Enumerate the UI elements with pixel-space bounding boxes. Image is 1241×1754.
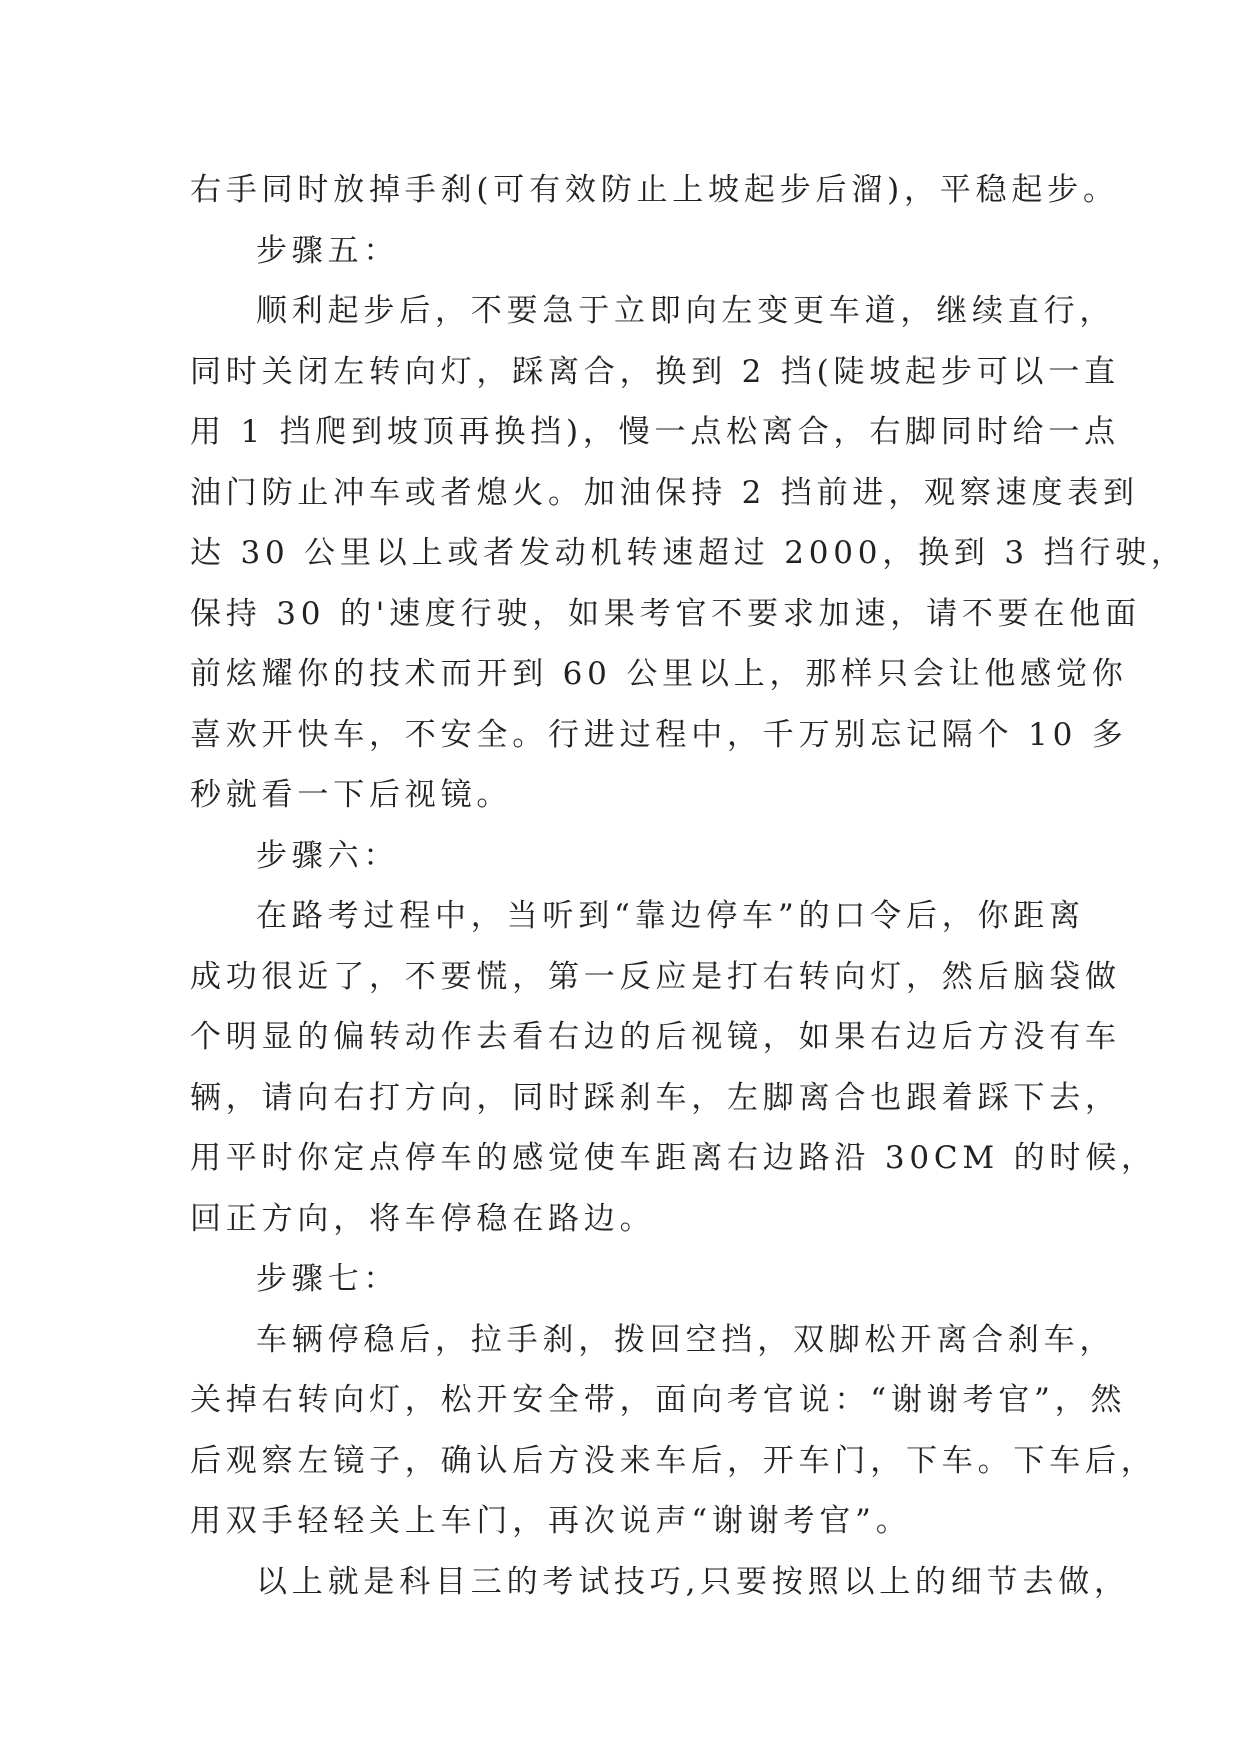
step-heading: 步骤七： — [256, 1261, 400, 1297]
text-line: 关掉右转向灯，松开安全带，面向考官说：“谢谢考官”，然 — [190, 1382, 1127, 1418]
text-line: 辆，请向右打方向，同时踩刹车，左脚离合也跟着踩下去， — [190, 1079, 1121, 1116]
text-line: 后观察左镜子，确认后方没来车后，开车门，下车。下车后， — [190, 1442, 1157, 1479]
text-line: 用平时你定点停车的感觉使车距离右边路沿 30CM 的时候， — [190, 1140, 1157, 1176]
text-line: 用双手轻轻关上车门，再次说声“谢谢考官”。 — [190, 1503, 912, 1539]
text-line: 车辆停稳后，拉手刹，拨回空挡，双脚松开离合刹车， — [256, 1321, 1116, 1358]
text-line: 成功很近了，不要慌，第一反应是打右转向灯，然后脑袋做 — [190, 958, 1121, 995]
text-line: 在路考过程中，当听到“靠边停车”的口令后，你距离 — [256, 898, 1085, 934]
text-line: 秒就看一下后视镜。 — [190, 777, 513, 813]
text-line: 用 1 挡爬到坡顶再换挡)，慢一点松离合，右脚同时给一点 — [190, 414, 1120, 450]
text-line: 回正方向，将车停稳在路边。 — [190, 1200, 656, 1237]
text-line: 喜欢开快车，不安全。行进过程中，千万别忘记隔个 10 多 — [190, 716, 1128, 753]
text-line: 前炫耀你的技术而开到 60 公里以上，那样只会让他感觉你 — [190, 656, 1128, 692]
text-line: 顺利起步后，不要急于立即向左变更车道，继续直行， — [256, 293, 1116, 329]
step-heading: 步骤六： — [256, 837, 400, 874]
text-line: 保持 30 的'速度行驶，如果考官不要求加速，请不要在他面 — [190, 595, 1141, 632]
text-line: 以上就是科目三的考试技巧,只要按照以上的细节去做， — [256, 1563, 1130, 1600]
body-text — [190, 160, 1187, 1612]
text-line: 同时关闭左转向灯，踩离合，换到 2 挡(陡坡起步可以一直 — [190, 353, 1120, 390]
step-heading: 步骤五： — [256, 232, 400, 269]
text-line: 达 30 公里以上或者发动机转速超过 2000，换到 3 挡行驶， — [190, 535, 1187, 571]
text-line: 个明显的偏转动作去看右边的后视镜，如果右边后方没有车 — [190, 1019, 1121, 1055]
text-line: 右手同时放掉手刹(可有效防止上坡起步后溜)，平稳起步。 — [190, 172, 1119, 208]
text-line: 油门防止冲车或者熄火。加油保持 2 挡前进，观察速度表到 — [190, 474, 1139, 511]
